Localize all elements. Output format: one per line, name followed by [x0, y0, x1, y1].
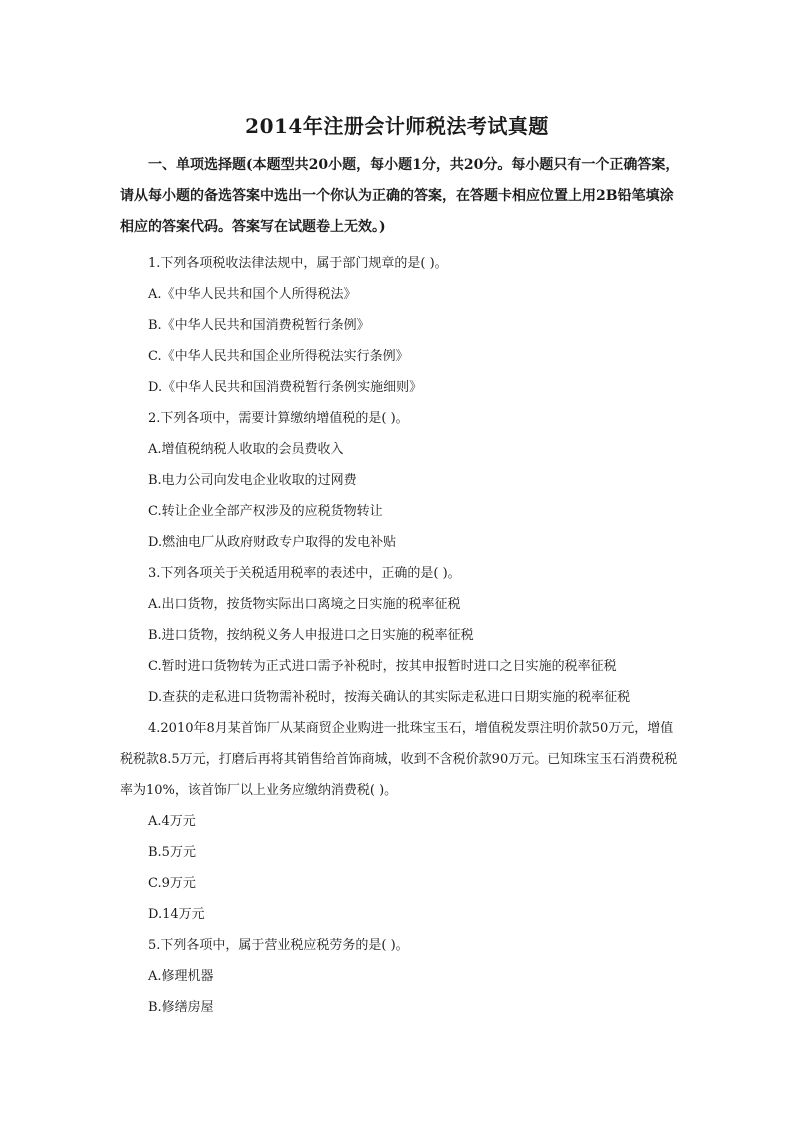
question-option: D.燃油电厂从政府财政专户取得的发电补贴: [148, 535, 397, 550]
question-option: C.9万元: [148, 876, 196, 891]
question-option: D.《中华人民共和国消费税暂行条例实施细则》: [148, 380, 423, 395]
question-option: C.转让企业全部产权涉及的应税货物转让: [148, 504, 383, 519]
document-title: 2014年注册会计师税法考试真题: [245, 114, 549, 138]
question-list: [120, 248, 680, 1023]
question-option: D.查获的走私进口货物需补税时，按海关确认的其实际走私进口日期实施的税率征税: [148, 690, 631, 705]
question-option: B.修缮房屋: [148, 1000, 214, 1015]
question-stem: 3.下列各项关于关税适用税率的表述中，正确的是( )。: [148, 566, 461, 581]
question-option: D.14万元: [148, 907, 205, 922]
question-option: C.《中华人民共和国企业所得税法实行条例》: [148, 349, 409, 364]
question-option: A.《中华人民共和国个人所得税法》: [148, 287, 357, 302]
question-option: C.暂时进口货物转为正式进口需予补税时，按其申报暂时进口之日实施的税率征税: [148, 659, 617, 674]
section-intro: 一、单项选择题(本题型共20小题，每小题1分，共20分。每小题只有一个正确答案，请从每小题的备选答案中选出一个你认为正确的答案，在答题卡相应位置上用2B铅笔填涂相应的答案代码。答案写在试题卷上无效。): [120, 157, 680, 235]
question-option: A.增值税纳税人收取的会员费收入: [148, 442, 344, 457]
question-option: A.修理机器: [148, 969, 214, 984]
question-option: A.出口货物，按货物实际出口离境之日实施的税率征税: [148, 597, 461, 612]
question-stem: 4.2010年8月某首饰厂从某商贸企业购进一批珠宝玉石，增值税发票注明价款50万元，增值税税款8.5万元，打磨后再将其销售给首饰商城，收到不含税价款90万元。已知珠宝玉石消费税税率为10%，该首饰厂以上业务应缴纳消费税( )。: [120, 721, 678, 798]
question-option: B.电力公司向发电企业收取的过网费: [148, 473, 357, 488]
question-option: B.进口货物，按纳税义务人申报进口之日实施的税率征税: [148, 628, 474, 643]
question-option: A.4万元: [148, 814, 196, 829]
question-stem: 2.下列各项中，需要计算缴纳增值税的是( )。: [148, 411, 409, 426]
question-option: B.5万元: [148, 845, 196, 860]
question-stem: 5.下列各项中，属于营业税应税劳务的是( )。: [148, 938, 409, 953]
question-option: B.《中华人民共和国消费税暂行条例》: [148, 318, 370, 333]
question-stem: 1.下列各项税收法律法规中，属于部门规章的是( )。: [148, 256, 448, 271]
